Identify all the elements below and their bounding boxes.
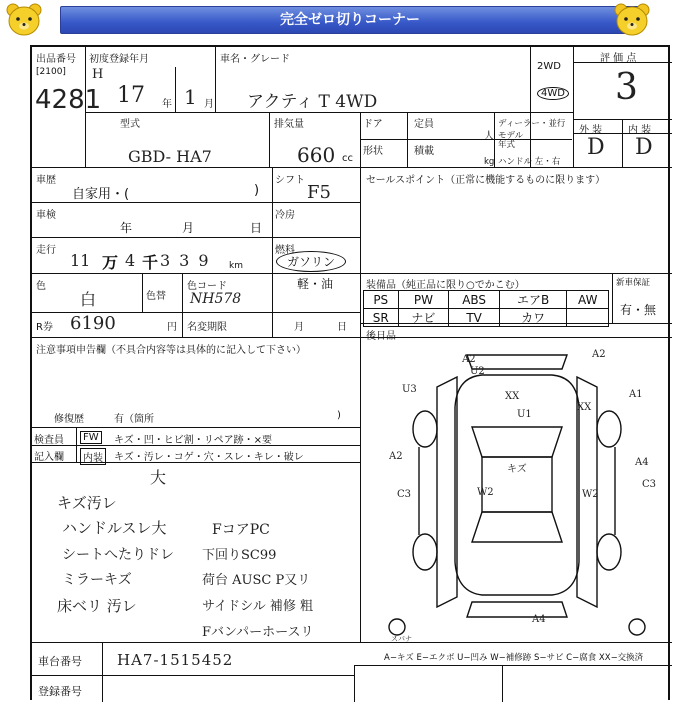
damage-mark: U1	[517, 409, 532, 420]
displacement-label: 排気量	[274, 119, 304, 130]
era: H	[92, 67, 104, 82]
damage-mark: C3	[642, 479, 657, 490]
bear-mascot-icon	[4, 2, 44, 38]
model-code: GBD- HA7	[128, 147, 212, 166]
shift-value: F5	[307, 182, 331, 203]
rating-label: 評 価 点	[600, 53, 637, 64]
car-damage-diagram	[367, 347, 667, 642]
chassis-number: HA7-1515452	[117, 651, 234, 669]
usage-value: 自家用・(	[72, 187, 130, 202]
damage-mark: A2	[462, 354, 476, 365]
gauge-label: スパナ	[391, 635, 412, 642]
header	[0, 0, 700, 40]
page-title: 完全ゼロ切りコーナー	[280, 12, 420, 28]
damage-mark: A4	[532, 614, 546, 625]
mileage-sen: 4	[125, 251, 136, 270]
damage-mark: XX	[577, 402, 592, 413]
damage-mark: U2	[470, 366, 485, 377]
notes-label: 注意事項申告欄（不具合内容等は具体的に記入して下さい）	[36, 345, 306, 356]
damage-mark: A2	[389, 451, 403, 462]
note-item: Fバンパーホースリ	[202, 625, 314, 640]
damage-mark: A2	[592, 349, 606, 360]
damage-mark: U3	[402, 384, 417, 395]
sales-point-label: セールスポイント（正常に機能するものに限ります）	[366, 175, 606, 186]
interior-grade: D	[635, 135, 653, 160]
title-bar	[60, 6, 640, 34]
score: 3	[615, 67, 638, 108]
note-item: 床ベリ 汚レ	[57, 597, 137, 615]
mileage-rest: 339	[160, 251, 218, 270]
damage-mark: W2	[582, 489, 599, 500]
note-item: ミラーキズ	[62, 572, 132, 588]
first-reg-label: 初度登録年月	[89, 54, 149, 65]
reg-month: 1	[184, 85, 197, 109]
lot-no-label: 出品番号	[36, 54, 76, 65]
damage-mark: W2	[477, 487, 494, 498]
note-item: 下回りSC99	[202, 548, 277, 563]
damage-mark: A1	[629, 389, 643, 400]
damage-mark: C3	[397, 489, 412, 500]
bear-mascot-icon	[612, 2, 652, 38]
car-name: アクティ T 4WD	[247, 92, 378, 112]
damage-mark: XX	[505, 391, 520, 402]
cc-value: 660	[297, 143, 336, 167]
note-item: サイドシル 補修 粗	[202, 599, 314, 614]
2wd-label: 2WD	[537, 61, 561, 72]
auction-sheet: 出品番号 [2100] 4281 初度登録年月 H 17 年 1 月 車名・グレード アクティ T 4WD 2WD 4WD 評 価 点 3 型式 GBD- HA7 排気量 660 cc ドア 定員 人 ディーラー・並行 モデル年式 形状 積載 kg ハンドル 左・右 外 装 内 装 D D 車歴 自家用・( ) シフト F5 車検 年 月 日 冷房 走行 11 万 4 千 339 km 燃料 ガソリン 軽・油 色 白 色替 色コード NH578 R券 6190 円 名変期限 月 日 セールスポイント（正常に機能するものに限ります） 装備品（純正品に限り○でかこむ） 新車保証 有・無 PS PW ABS エアB AW SR ナビ TV カワ 後日品 注意事項申告欄（不具合内容等は具体的に記入して下さい） 修復歴 有（箇所 ) 検査員 記入欄 FW 内装 キズ・凹・ヒビ割・リペア跡・×要 キズ・汚レ・コゲ・穴・スレ・キレ・破レ 大 キズ汚レ ハンドルスレ大 シートへたりドレ ミラーキズ 床ベリ 汚レ FコアPC 下回りSC99 荷台 AUSC P又リ サイドシル 補修 粗 Fバンパーホースリ 車台番号 HA7-1515452 登録番号 A−キズ E−エクボ U−凹み W−補修跡 S−サビ C−腐食 XX−交換済 A2 U2 A2 U3 XX U1 XX A1 A2 キズ A4 C3 W2 W2 C3 A4 スパナ	[30, 45, 670, 700]
note-item: キズ汚レ	[57, 494, 117, 512]
note-item: ハンドルスレ大	[62, 519, 167, 537]
exterior-grade: D	[587, 135, 605, 160]
lot-code: 2100	[39, 67, 63, 77]
fuel-other: 軽・油	[297, 277, 334, 291]
note-item: 大	[150, 468, 167, 487]
color-value: 白	[80, 290, 97, 309]
damage-mark: キズ	[507, 464, 527, 475]
damage-mark: A4	[635, 457, 649, 468]
note-item: FコアPC	[212, 522, 270, 538]
note-item: 荷台 AUSC P又リ	[202, 573, 311, 588]
damage-legend: A−キズ E−エクボ U−凹み W−補修跡 S−サビ C−腐食 XX−交換済	[384, 653, 644, 663]
fuel-gasoline: ガソリン	[276, 251, 346, 272]
mileage-man: 11	[70, 251, 91, 270]
4wd-label: 4WD	[537, 87, 569, 100]
model-grade-label: 車名・グレード	[220, 54, 290, 65]
lot-number: 4281	[35, 85, 102, 115]
reg-year: 17	[117, 83, 145, 108]
color-code-value: NH578	[190, 291, 242, 307]
recycle-value: 6190	[70, 313, 116, 334]
note-item: シートへたりドレ	[62, 547, 174, 563]
equipment-table: PS PW ABS エアB AW SR ナビ TV カワ	[363, 290, 609, 327]
model-type-label: 型式	[120, 119, 140, 130]
